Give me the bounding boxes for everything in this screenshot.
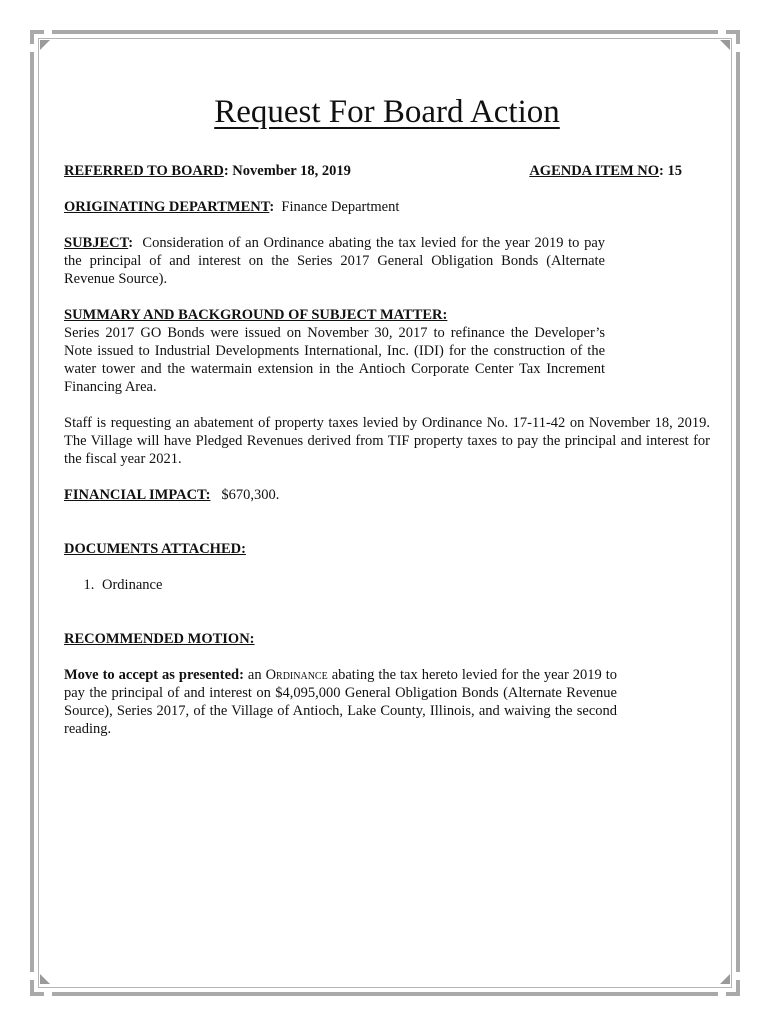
- border-notch: [718, 988, 726, 996]
- document-title: Request For Board Action: [214, 94, 560, 130]
- referred-to-board: REFERRED TO BOARD: November 18, 2019: [64, 163, 351, 179]
- border-notch: [734, 44, 742, 52]
- border-notch: [44, 28, 52, 36]
- summary-label: SUMMARY AND BACKGROUND OF SUBJECT MATTER:: [64, 307, 448, 323]
- documents-label: DOCUMENTS ATTACHED:: [64, 541, 246, 557]
- corner-ornament: [40, 974, 50, 984]
- referred-date: November 18, 2019: [232, 163, 351, 179]
- financial-value: $670,300.: [221, 487, 280, 503]
- agenda-number: 15: [667, 163, 682, 179]
- border-notch: [28, 44, 36, 52]
- department-value: Finance Department: [281, 199, 400, 215]
- motion-body: abating the tax hereto levied for the year 2019 to pay the principal of and interest on $4,095,000 General Obligation Bonds (Alternate Revenue Source), Series 2017, of the Village of Antioch, Lake County, Illinois, and waiving the second reading.: [64, 667, 618, 737]
- agenda-item: AGENDA ITEM NO: 15: [529, 163, 682, 179]
- motion-label: RECOMMENDED MOTION:: [64, 631, 255, 647]
- corner-ornament: [720, 40, 730, 50]
- corner-ornament: [40, 40, 50, 50]
- summary-text: Series 2017 GO Bonds were issued on November 30, 2017 to refinance the Developer’s Note issued to Industrial Developments International, Inc. (IDI) for the construction of the water tower and the watermain extension in the Antioch Corporate Center Tax Increment Financing Area.: [64, 325, 605, 395]
- financial-label: FINANCIAL IMPACT:: [64, 487, 211, 503]
- document-body: [64, 92, 710, 756]
- border-notch: [734, 972, 742, 980]
- documents-list: [64, 576, 710, 594]
- department-label: ORIGINATING DEPARTMENT: [64, 199, 270, 215]
- motion-text: [64, 666, 617, 738]
- referred-label: REFERRED TO BOARD: [64, 163, 224, 179]
- list-item: 1. Ordinance: [98, 576, 710, 594]
- subject-label: SUBJECT: [64, 235, 129, 251]
- motion-pre: an: [247, 667, 262, 683]
- financial-impact: [64, 486, 710, 504]
- summary-section: [64, 306, 710, 468]
- border-notch: [44, 988, 52, 996]
- subject-text: Consideration of an Ordinance abating the tax levied for the year 2019 to pay the principal of and interest on the Series 2017 General Obligation Bonds (Alternate Revenue Source).: [64, 235, 606, 287]
- agenda-label: AGENDA ITEM NO: [529, 163, 660, 179]
- corner-ornament: [720, 974, 730, 984]
- referral-row: [64, 162, 710, 180]
- subject-section: SUBJECT: Consideration of an Ordinance abating the tax levied for the year 2019 to pay the principal of and interest on the Series 2017 General Obligation Bonds (Alternate Revenue Source).: [64, 235, 606, 287]
- motion-ordinance: Ordinance: [265, 667, 328, 683]
- border-notch: [718, 28, 726, 36]
- motion-lead: Move to accept as presented:: [64, 667, 244, 683]
- originating-department: ORIGINATING DEPARTMENT: Finance Department: [64, 199, 400, 215]
- summary-text-2: Staff is requesting an abatement of property taxes levied by Ordinance No. 17-11-42 on November 18, 2019. The Village will have Pledged Revenues derived from TIF property taxes to pay the principal and interest for the fiscal year 2021.: [64, 415, 710, 467]
- border-notch: [28, 972, 36, 980]
